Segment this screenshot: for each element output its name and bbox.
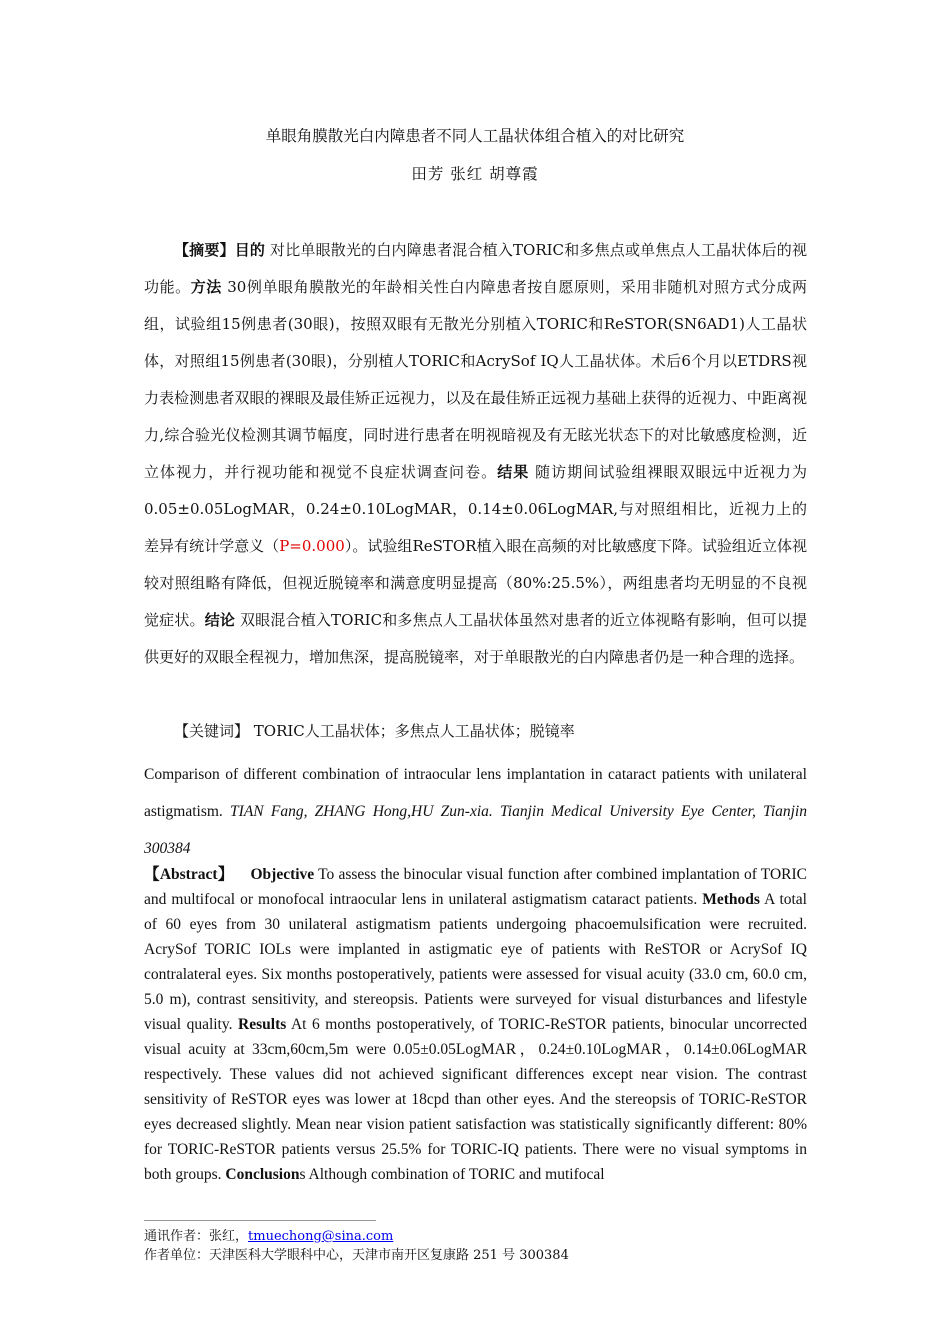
keywords — [144, 716, 807, 746]
chinese-abstract — [144, 232, 807, 676]
en-objective-label: Objective — [250, 866, 315, 883]
abstract-conclusion-label: 结论 — [204, 611, 236, 629]
corresponding-author-label: 通讯作者：张红， — [144, 1229, 249, 1244]
english-authors: TIAN Fang, ZHANG Hong,HU Zun-xia. Tianjin Medical University Eye Center, Tianjin 300384 — [144, 803, 807, 857]
en-results-text: At 6 months postoperatively, of TORIC-ReSTOR patients, binocular uncorrected visual acuity at 33cm,60cm,5m were 0.05±0.05LogMAR，0.24±0.10LogMAR，0.14±0.06LogMAR respectively. These values did not achieved significant differences except near vision. The contrast sensitivity of ReSTOR eyes was lower at 18cpd than other eyes. And the stereopsis of TORIC-ReSTOR eyes decreased slightly. Mean near vision patient satisfaction was statistically significantly different: 80% for TORIC-ReSTOR patients versus 25.5% for TORIC-IQ patients. There were no visual symptoms in both groups. — [144, 1016, 807, 1183]
abstract-conclusion-text: 双眼混合植入TORIC和多焦点人工晶状体虽然对患者的近立体视略有影响，但可以提供更好的双眼全程视力，增加焦深，提高脱镜率，对于单眼散光的白内障患者仍是一种合理的选择。 — [144, 611, 807, 666]
author-list: 田芳 张红 胡尊霞 — [411, 165, 539, 183]
en-conclusion-label: Conclusion — [225, 1166, 300, 1183]
keywords-label: 【关键词】 — [174, 722, 250, 740]
abstract-purpose-label: 【摘要】目的 — [174, 241, 266, 259]
abstract-results-text-2: ）。试验组ReSTOR植入眼在高频的对比敏感度下降。试验组近立体视较对照组略有降低，但视近脱镜率和满意度明显提高（80%:25.5%），两组患者均无明显的不良视觉症状。 — [144, 537, 807, 629]
en-methods-label: Methods — [702, 891, 760, 908]
en-methods-text: A total of 60 eyes from 30 unilateral astigmatism patients undergoing phacoemulsification were recruited. AcrySof TORIC IOLs were implanted in astigmatic eye of patients with ReSTOR or AcrySof IQ contralateral eyes. Six months postoperatively, patients were assessed for visual acuity (33.0 cm, 60.0 cm, 5.0 m), contrast sensitivity, and stereopsis. Patients were surveyed for visual disturbances and lifestyle visual quality. — [144, 891, 807, 1033]
abstract-purpose-text: 对比单眼散光的白内障患者混合植入TORIC和多焦点或单焦点人工晶状体后的视功能。 — [144, 241, 807, 296]
english-title: Comparison of different combination of intraocular lens implantation in cataract patients with unilateral astigmatism. — [144, 766, 807, 820]
en-objective-text: To assess the binocular visual function after combined implantation of TORIC and multifocal or monofocal intraocular lens in unilateral astigmatism cataract patients. — [144, 866, 808, 908]
footnote-divider — [144, 1220, 376, 1221]
abstract-results-label: 结果 — [497, 463, 530, 481]
en-abstract-label: 【Abstract】 — [144, 866, 234, 883]
footnote-corresponding — [144, 1228, 393, 1246]
paper-title: 单眼角膜散光白内障患者不同人工晶状体组合植入的对比研究 — [265, 127, 685, 145]
english-abstract — [144, 862, 807, 1187]
keywords-text: TORIC人工晶状体；多焦点人工晶状体；脱镜率 — [249, 722, 575, 740]
en-conclusion-text: Although combination of TORIC and mutifocal — [305, 1166, 605, 1183]
footnote-affiliation: 作者单位：天津医科大学眼科中心，天津市南开区复康路 251 号 300384 — [144, 1248, 569, 1263]
p-value: P=0.000 — [279, 537, 345, 555]
en-results-label: Results — [238, 1016, 287, 1033]
english-title-block — [144, 756, 807, 867]
en-conclusion-suffix: s — [299, 1166, 306, 1183]
email-link[interactable]: tmuechong@sina.com — [248, 1229, 394, 1244]
abstract-results-text: 随访期间试验组裸眼双眼远中近视力为0.05±0.05LogMAR，0.24±0.10LogMAR，0.14±0.06LogMAR,与对照组相比，近视力上的差异有统计学意义（ — [144, 463, 807, 555]
abstract-methods-text: 30例单眼角膜散光的年龄相关性白内障患者按自愿原则，采用非随机对照方式分成两组，试验组15例患者(30眼)，按照双眼有无散光分别植入TORIC和ReSTOR(SN6AD1)人工晶状体，对照组15例患者(30眼)，分别植人TORIC和AcrySof IQ人工晶状体。术后6个月以ETDRS视力表检测患者双眼的裸眼及最佳矫正远视力，以及在最佳矫正远视力基础上获得的近视力、中距离视力,综合验光仪检测其调节幅度，同时进行患者在明视暗视及有无眩光状态下的对比敏感度检测，近立体视力，并行视功能和视觉不良症状调查问卷。 — [144, 278, 807, 481]
abstract-methods-label: 方法 — [190, 278, 222, 296]
